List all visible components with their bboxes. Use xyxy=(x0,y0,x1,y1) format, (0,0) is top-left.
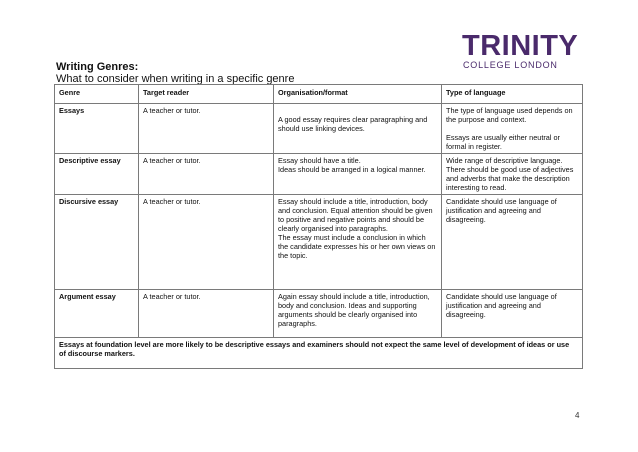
language-text: Candidate should use language of justification and agreeing and disagreeing. xyxy=(446,197,557,224)
page-heading: Writing Genres: xyxy=(56,61,139,73)
header-target-reader: Target reader xyxy=(139,85,274,104)
table-row xyxy=(55,104,583,154)
format-text: Ideas should be arranged in a logical manner. xyxy=(278,165,426,174)
reader-cell: A teacher or tutor. xyxy=(139,104,274,154)
language-text: Essays are usually either neutral or formal in register. xyxy=(446,133,560,151)
page-subheading: What to consider when writing in a specific genre xyxy=(56,73,295,85)
format-text: Essay should include a title, introduction, body and conclusion. Equal attention should be given to positive and negative points and should be clearly organised into paragraphs. xyxy=(278,197,433,233)
reader-cell: A teacher or tutor. xyxy=(139,290,274,338)
genre-cell: Essays xyxy=(55,104,139,154)
header-genre: Genre xyxy=(55,85,139,104)
header-type-of-language: Type of language xyxy=(442,85,583,104)
trinity-logo xyxy=(462,30,579,70)
header-organisation-format: Organisation/format xyxy=(274,85,442,104)
table-footer-row xyxy=(55,338,583,369)
language-cell xyxy=(442,154,583,195)
page-number: 4 xyxy=(575,411,580,420)
genre-cell: Descriptive essay xyxy=(55,154,139,195)
table-row xyxy=(55,290,583,338)
reader-cell: A teacher or tutor. xyxy=(139,154,274,195)
format-text: Essay should have a title. xyxy=(278,156,361,165)
reader-cell: A teacher or tutor. xyxy=(139,195,274,290)
language-cell xyxy=(442,290,583,338)
footer-note: Essays at foundation level are more likely to be descriptive essays and examiners should not expect the same level of development of ideas or use of discourse markers. xyxy=(55,338,583,369)
table-row xyxy=(55,195,583,290)
format-cell xyxy=(274,290,442,338)
format-cell xyxy=(274,154,442,195)
genre-cell: Argument essay xyxy=(55,290,139,338)
logo-subtitle: COLLEGE LONDON xyxy=(463,60,558,70)
table-row xyxy=(55,154,583,195)
language-text: Wide range of descriptive language. There should be good use of adjectives and adverbs that make the description interesting to read. xyxy=(446,156,574,192)
format-text: The essay must include a conclusion in which the candidate expresses his or her own views on the topic. xyxy=(278,233,436,260)
language-cell xyxy=(442,195,583,290)
format-text: Again essay should include a title, introduction, body and conclusion. Ideas and supporting arguments should be clearly organised into paragraphs. xyxy=(278,292,430,328)
format-cell xyxy=(274,104,442,154)
language-text: Candidate should use language of justification and agreeing and disagreeing. xyxy=(446,292,557,319)
logo-wordmark: TRINITY xyxy=(462,30,579,62)
genres-table xyxy=(54,84,583,369)
format-text: A good essay requires clear paragraphing and should use linking devices. xyxy=(278,115,428,133)
format-cell xyxy=(274,195,442,290)
table-header-row xyxy=(55,85,583,104)
language-cell xyxy=(442,104,583,154)
language-text: The type of language used depends on the purpose and context. xyxy=(446,106,573,124)
genre-cell: Discursive essay xyxy=(55,195,139,290)
